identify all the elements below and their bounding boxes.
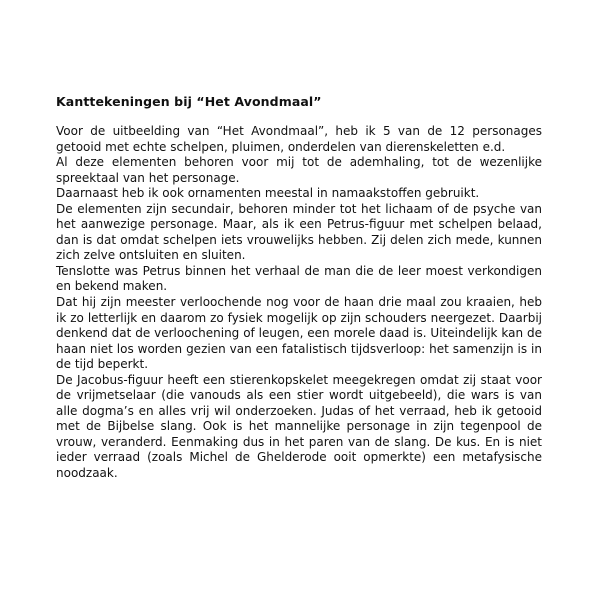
- document-title: Kanttekeningen bij “Het Avondmaal”: [56, 94, 322, 109]
- paragraph-petrus-teaching: Tenslotte was Petrus binnen het verhaal de man die de leer moest verkondigen en bekend maken.: [56, 263, 542, 294]
- paragraph-breathing: Al deze elementen behoren voor mij tot de ademhaling, tot de wezenlijke spreektaal van het personage.: [56, 155, 542, 185]
- paragraph-ornaments: Daarnaast heb ik ook ornamenten meestal in namaakstoffen gebruikt.: [56, 186, 480, 201]
- paragraph-petrus-shells: De elementen zijn secundair, behoren minder tot het lichaam of de psyche van het aanwezige personage. Maar, als ik een Petrus-figuur met schelpen belaad, dan is dat omdat schelpen iets vrouwelijks hebben. Zij delen zich mede, kunnen zich zelve ontsluiten en sluiten.: [56, 201, 542, 263]
- paragraph-shells-feathers: Voor de uitbeelding van “Het Avondmaal”, heb ik 5 van de 12 personages getooid met echte schelpen, pluimen, onderdelen van dierenskeletten e.d.: [56, 124, 542, 154]
- document-body: [56, 124, 542, 482]
- document-page: [56, 94, 542, 482]
- paragraph-jacobus-judas: De Jacobus-figuur heeft een stierenkopskelet meegekregen omdat zij staat voor de vrijmetselaar (die vanouds als een stier wordt uitgebeeld), die wars is van alle dogma’s en alles vrij wil onderzoeken. Judas of het verraad, heb ik getooid met de Bijbelse slang. Ook is het mannelijke personage in zijn tegenpool de vrouw, veranderd. Eenmaking dus in het paren van de slang. De kus. En is niet ieder verraad (zoals Michel de Ghelderode ooit opmerkte) een metafysische noodzaak.: [56, 372, 542, 481]
- paragraph-rooster: Dat hij zijn meester verloochende nog voor de haan drie maal zou kraaien, heb ik zo letterlijk en daarom zo fysiek mogelijk op zijn schouders neergezet. Daarbij denkend dat de verloochening of leugen, een morele daad is. Uiteindelijk kan de haan niet los worden gezien van een fatalistisch tijdsverloop: het samenzijn is in de tijd beperkt.: [56, 295, 542, 372]
